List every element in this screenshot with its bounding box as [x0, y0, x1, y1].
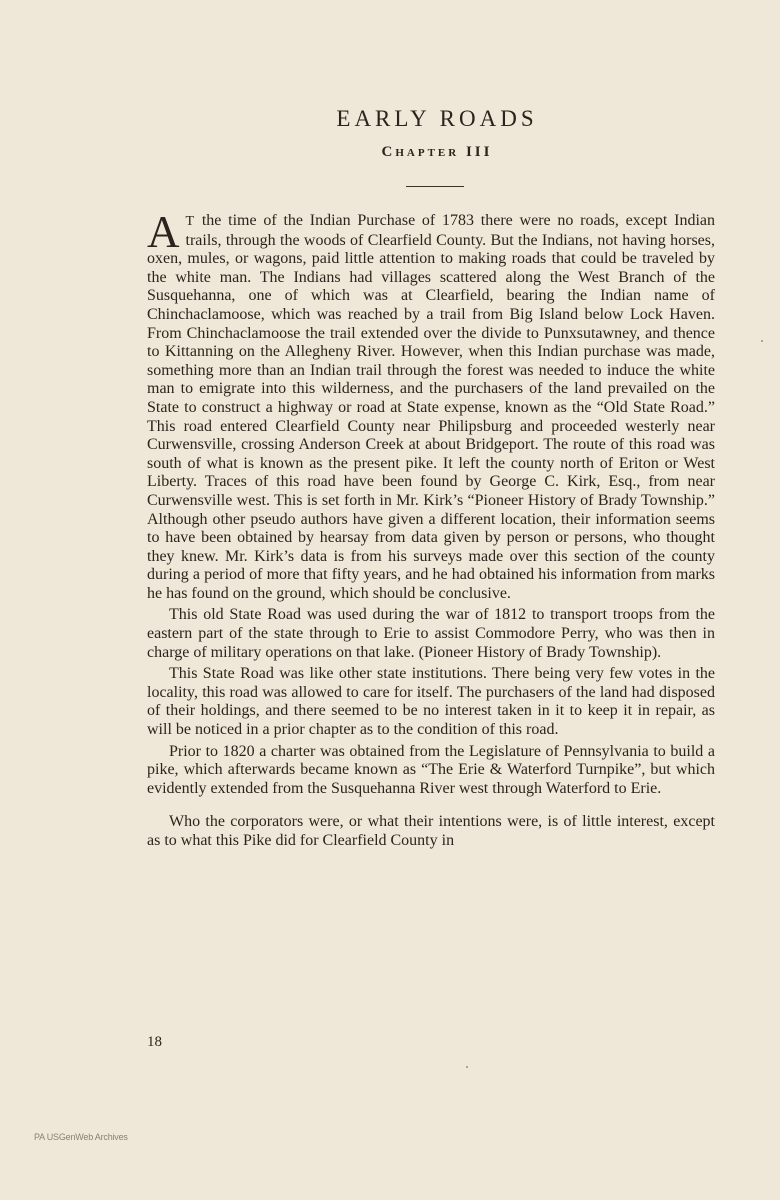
- chapter-body: [147, 207, 715, 851]
- paragraph-5: Who the corporators were, or what their intentions were, is of little interest, except as to what this Pike did for Clearfield County in: [147, 813, 715, 849]
- archive-watermark: PA USGenWeb Archives: [34, 1132, 128, 1142]
- paragraph-1: [147, 207, 715, 603]
- chapter-title: EARLY ROADS: [336, 106, 538, 131]
- chapter-number: Chapter III: [381, 144, 493, 160]
- paper-speck: [761, 340, 763, 342]
- paragraph-1-text: the time of the Indian Purchase of 1783 there were no roads, except Indian trails, through the woods of Clearfield County. But the Indians, not having horses, oxen, mules, or wagons, paid little attention to making roads that could be traveled by the white man. The Indians had villages scattered along the West Branch of the Susquehanna, one of which was at Clearfield, bearing the Indian name of Chinchaclamoose, which was reached by a trail from Big Island below Lock Haven. From Chinchaclamoose the trail extended over the divide to Punxsutawney, and thence to Kittanning on the Allegheny River. However, when this Indian purchase was made, something more than an Indian trail through the forest was needed to induce the white man to emigrate into this wilderness, and the purchasers of the land prevailed on the State to construct a highway or road at State expense, known as the “Old State Road.” This road entered Clearfield County near Philipsburg and proceeded westerly near Curwensville, crossing Anderson Creek at about Bridgeport. The route of this road was south of what is known as the present pike. It left the county north of Eriton or West Liberty. Traces of this road have been found by George C. Kirk, Esq., from near Curwensville west. This is set forth in Mr. Kirk’s “Pioneer History of Brady Township.” Although other pseudo authors have given a different location, their information seems to have been obtained by hearsay from data given by person or persons, who thought they knew. Mr. Kirk’s data is from his surveys made over this section of the county during a period of more that fifty years, and he had obtained his information from marks he has found on the ground, which should be conclusive.: [147, 212, 715, 602]
- paragraph-4: Prior to 1820 a charter was obtained from the Legislature of Pennsylvania to build a pike, which afterwards became known as “The Erie & Waterford Turnpike”, but which evidently extended from the Susquehanna River west through Waterford to Erie.: [147, 742, 715, 797]
- drop-cap-continuation: T: [185, 214, 196, 229]
- paragraph-2: This old State Road was used during the war of 1812 to transport troops from the eastern part of the state through to Erie to assist Commodore Perry, who was then in charge of military operations on that lake. (Pioneer History of Brady Township).: [147, 606, 715, 661]
- paper-speck: [466, 1066, 468, 1068]
- drop-cap: A: [147, 207, 180, 257]
- title-divider: [406, 186, 464, 187]
- paragraph-3: This State Road was like other state institutions. There being very few votes in the locality, this road was allowed to care for itself. The purchasers of the land had disposed of their holdings, and there seemed to be no interest taken in it to keep it in repair, as will be noticed in a prior chapter as to the condition of this road.: [147, 665, 715, 739]
- page-number: 18: [147, 1034, 162, 1050]
